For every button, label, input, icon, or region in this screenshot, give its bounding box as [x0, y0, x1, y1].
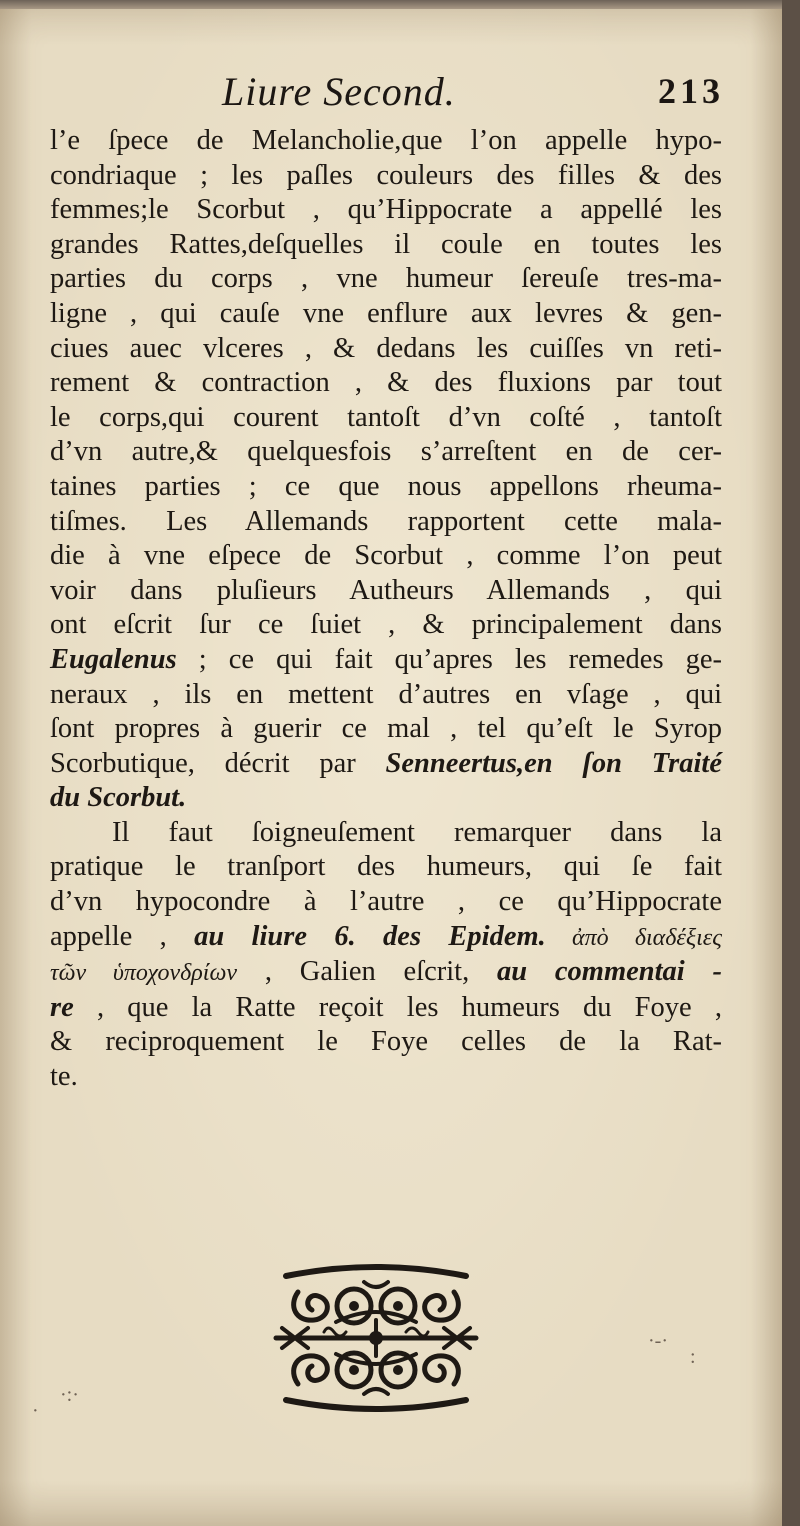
text-line: l’e ſpece de Melancholie,que l’on appelle hypo-: [50, 125, 722, 156]
line-text: , Galien eſcrit,: [237, 956, 497, 988]
paragraph-start-line: Il faut ſoigneuſement remarquer dans la: [112, 816, 722, 848]
text-line: parties du corps , vne humeur ſereuſe tres-ma-: [50, 263, 722, 295]
paper-speck: ·:·: [60, 1384, 79, 1406]
running-head: [54, 68, 724, 118]
printers-ornament-icon: [268, 1262, 484, 1414]
page-number: 213: [658, 71, 724, 111]
line-text: Scorbutique, décrit par: [50, 747, 386, 779]
citation-commentary: au commentai -: [497, 956, 722, 988]
text-line: die à vne eſpece de Scorbut , comme l’on peut: [50, 540, 722, 572]
citation-senneertus: Senneertus,en ſon Traité: [385, 747, 722, 779]
text-line: grandes Rattes,deſquelles il coule en toutes les: [50, 228, 722, 260]
text-line: tiſmes. Les Allemands rapportent cette mala-: [50, 505, 722, 537]
body-text: [50, 124, 722, 1095]
text-line: taines parties ; ce que nous appellons rheuma-: [50, 470, 722, 502]
text-line: voir dans pluſieurs Autheurs Allemands , qui: [50, 574, 722, 606]
text-line: femmes;le Scorbut , qu’Hippocrate a appellé les: [50, 194, 722, 226]
author-name-eugalenus: Eugalenus: [50, 643, 177, 675]
citation-epidemics: au liure 6. des Epidem.: [194, 920, 546, 952]
text-line: ligne , qui cauſe vne enflure aux levres & gen-: [50, 297, 722, 329]
text-line: ſont propres à guerir ce mal , tel qu’eſt le Syrop: [50, 713, 722, 745]
text-line: neraux , ils en mettent d’autres en vſage , qui: [50, 678, 722, 710]
text-line: d’vn hypocondre à l’autre , ce qu’Hippocrate: [50, 886, 722, 918]
text-line: [50, 955, 722, 991]
line-text: appelle ,: [50, 920, 195, 952]
text-line-final: te.: [50, 1061, 78, 1093]
greek-text: τῶν ὑποχονδρίων: [50, 960, 238, 987]
text-line: [50, 920, 722, 956]
text-line: pratique le tranſport des humeurs, qui ſe fait: [50, 851, 722, 883]
text-line: ciues auec vlceres , & dedans les cuiſſes vn reti-: [50, 332, 722, 364]
paper-speck: :: [690, 1346, 696, 1368]
line-text: ; ce qui fait qu’apres les remedes ge-: [176, 643, 722, 675]
text-line: [50, 643, 722, 678]
text-line: & reciproquement le Foye celles de la Rat-: [50, 1026, 722, 1058]
paper-speck: ·: [32, 1400, 39, 1422]
text-line: rement & contraction , & des fluxions par tout: [50, 367, 722, 399]
greek-text: ἀπὸ διαδέξιες: [545, 924, 723, 951]
paper-speck: ·-·: [648, 1330, 668, 1352]
text-line: ont eſcrit ſur ce ſuiet , & principalement dans: [50, 609, 722, 641]
text-line: le corps,qui courent tantoſt d’vn coſté , tantoſt: [50, 401, 722, 433]
page-top-edge: [0, 0, 782, 9]
text-line: [50, 991, 722, 1026]
text-line: condriaque ; les paſles couleurs des filles & des: [50, 159, 722, 191]
text-line: [50, 747, 722, 782]
text-line-citation-end: du Scorbut.: [50, 782, 187, 814]
text-line: d’vn autre,& quelquesfois s’arreſtent en de cer-: [50, 436, 722, 468]
line-text: , que la Ratte reçoit les humeurs du Foye ,: [73, 991, 722, 1023]
running-title: Liure Second.: [222, 69, 456, 114]
citation-commentary-end: re: [50, 991, 74, 1023]
